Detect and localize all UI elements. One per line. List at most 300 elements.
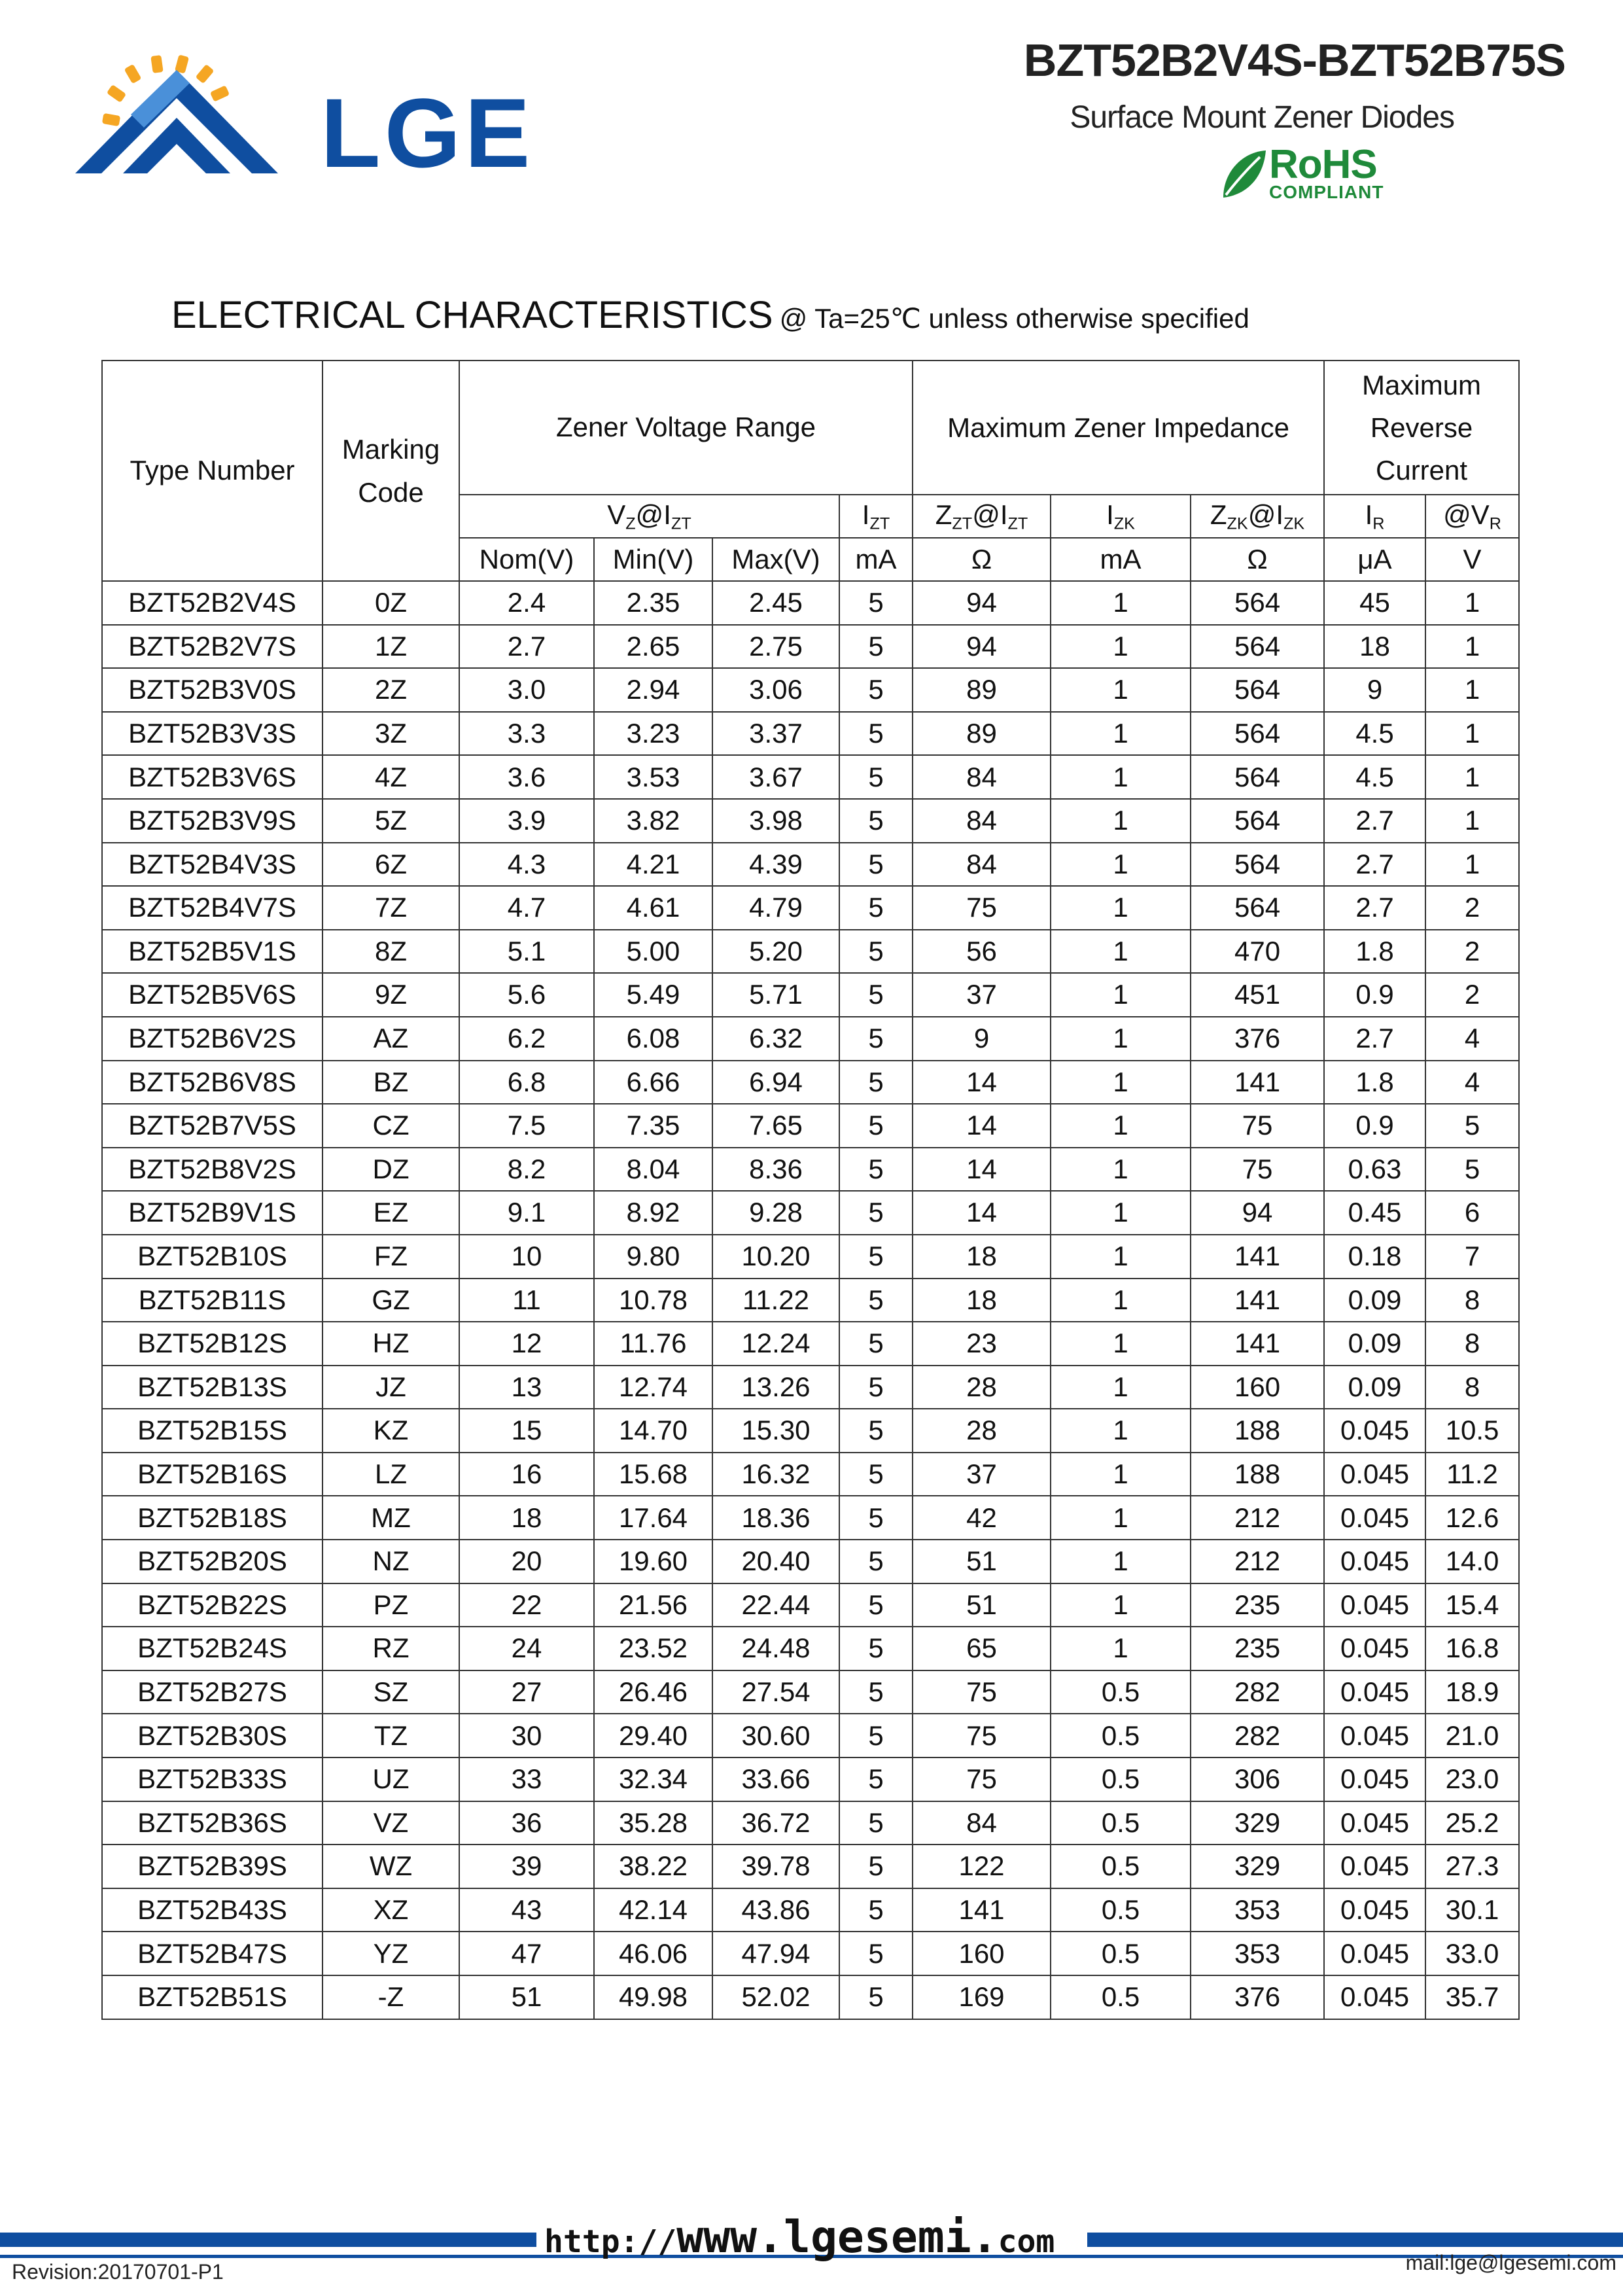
marking-code-cell: HZ: [323, 1322, 459, 1366]
ir-header: $I_R$: [1324, 495, 1425, 538]
vz-nom-cell: 2.4: [459, 581, 594, 625]
izk-cell: 1: [1051, 712, 1191, 756]
zzk-cell: 160: [1191, 1366, 1324, 1409]
ir-cell: 0.45: [1324, 1191, 1425, 1235]
ir-cell: 0.045: [1324, 1845, 1425, 1888]
marking-code-cell: 7Z: [323, 886, 459, 930]
zzk-cell: 470: [1191, 930, 1324, 974]
vz-min-cell: 46.06: [594, 1932, 712, 1975]
table-row: [102, 1888, 1519, 1932]
izt-cell: 5: [839, 1714, 913, 1757]
vz-min-cell: 32.34: [594, 1757, 712, 1801]
vr-cell: 8: [1425, 1279, 1519, 1322]
vz-min-cell: 21.56: [594, 1583, 712, 1627]
ir-cell: 0.045: [1324, 1496, 1425, 1540]
izk-cell: 0.5: [1051, 1932, 1191, 1975]
izt-header: $I_{ZT}$: [839, 495, 913, 538]
izk-cell: 1: [1051, 1148, 1191, 1192]
zzt-cell: 160: [913, 1932, 1051, 1975]
vr-cell: 8: [1425, 1366, 1519, 1409]
zzt-cell: 14: [913, 1148, 1051, 1192]
zzt-cell: 84: [913, 755, 1051, 799]
table-row: [102, 1322, 1519, 1366]
vz-nom-cell: 18: [459, 1496, 594, 1540]
vz-nom-cell: 47: [459, 1932, 594, 1975]
vz-max-cell: 5.20: [712, 930, 839, 974]
vz-max-cell: 9.28: [712, 1191, 839, 1235]
lge-logo-graphic: [72, 29, 534, 188]
izt-cell: 5: [839, 712, 913, 756]
zzk-cell: 564: [1191, 625, 1324, 669]
vz-nom-cell: 3.9: [459, 799, 594, 843]
izk-cell: 1: [1051, 1279, 1191, 1322]
max-reverse-current-header: Maximum Reverse Current: [1324, 361, 1519, 495]
vz-min-cell: 14.70: [594, 1409, 712, 1453]
marking-code-cell: 1Z: [323, 625, 459, 669]
izk-cell: 1: [1051, 1627, 1191, 1670]
vr-cell: 25.2: [1425, 1801, 1519, 1845]
type-number-cell: BZT52B8V2S: [102, 1148, 323, 1192]
ir-cell: 0.045: [1324, 1409, 1425, 1453]
zzk-cell: 376: [1191, 1017, 1324, 1061]
izk-cell: 0.5: [1051, 1845, 1191, 1888]
zzt-cell: 84: [913, 843, 1051, 887]
izt-cell: 5: [839, 1017, 913, 1061]
type-number-cell: BZT52B33S: [102, 1757, 323, 1801]
type-number-cell: BZT52B3V6S: [102, 755, 323, 799]
zzt-cell: 84: [913, 1801, 1051, 1845]
vz-nom-cell: 39: [459, 1845, 594, 1888]
vz-nom-cell: 20: [459, 1540, 594, 1583]
marking-code-cell: -Z: [323, 1975, 459, 2019]
zzk-cell: 451: [1191, 973, 1324, 1017]
zzt-cell: 84: [913, 799, 1051, 843]
ir-cell: 1.8: [1324, 1061, 1425, 1104]
type-number-cell: BZT52B2V4S: [102, 581, 323, 625]
vr-cell: 12.6: [1425, 1496, 1519, 1540]
marking-code-cell: 4Z: [323, 755, 459, 799]
vr-cell: 21.0: [1425, 1714, 1519, 1757]
section-heading-title: ELECTRICAL CHARACTERISTICS: [171, 294, 773, 336]
marking-code-cell: UZ: [323, 1757, 459, 1801]
zzk-cell: 141: [1191, 1279, 1324, 1322]
ir-cell: 0.045: [1324, 1583, 1425, 1627]
vr-cell: 23.0: [1425, 1757, 1519, 1801]
vz-min-cell: 35.28: [594, 1801, 712, 1845]
izt-cell: 5: [839, 755, 913, 799]
zzt-cell: 89: [913, 668, 1051, 712]
marking-code-cell: MZ: [323, 1496, 459, 1540]
rohs-badge: [1217, 142, 1387, 205]
zzk-cell: 564: [1191, 712, 1324, 756]
zzk-cell: 141: [1191, 1061, 1324, 1104]
ir-cell: 2.7: [1324, 799, 1425, 843]
izk-cell: 1: [1051, 1104, 1191, 1148]
marking-code-cell: CZ: [323, 1104, 459, 1148]
company-logo: [72, 29, 534, 188]
vz-max-cell: 18.36: [712, 1496, 839, 1540]
izt-cell: 5: [839, 930, 913, 974]
table-row: [102, 1104, 1519, 1148]
vz-min-cell: 23.52: [594, 1627, 712, 1670]
zzk-cell: 329: [1191, 1801, 1324, 1845]
izt-cell: 5: [839, 1888, 913, 1932]
izt-cell: 5: [839, 1540, 913, 1583]
table-row: [102, 886, 1519, 930]
zzk-cell: 564: [1191, 799, 1324, 843]
ir-cell: 0.045: [1324, 1670, 1425, 1714]
table-row: [102, 1496, 1519, 1540]
vz-max-cell: 47.94: [712, 1932, 839, 1975]
type-number-cell: BZT52B3V3S: [102, 712, 323, 756]
zzk-cell: 376: [1191, 1975, 1324, 2019]
vr-cell: 4: [1425, 1061, 1519, 1104]
vz-nom-cell: 9.1: [459, 1191, 594, 1235]
type-number-cell: BZT52B4V3S: [102, 843, 323, 887]
zzk-cell: 188: [1191, 1453, 1324, 1496]
izk-cell: 1: [1051, 1017, 1191, 1061]
marking-code-cell: TZ: [323, 1714, 459, 1757]
vz-nom-cell: 4.3: [459, 843, 594, 887]
vz-nom-cell: 22: [459, 1583, 594, 1627]
vz-min-cell: 6.66: [594, 1061, 712, 1104]
vz-min-cell: 3.53: [594, 755, 712, 799]
marking-code-cell: AZ: [323, 1017, 459, 1061]
type-number-cell: BZT52B6V8S: [102, 1061, 323, 1104]
izt-cell: 5: [839, 581, 913, 625]
marking-code-cell: SZ: [323, 1670, 459, 1714]
izt-cell: 5: [839, 1366, 913, 1409]
zzt-cell: 94: [913, 581, 1051, 625]
izk-cell: 1: [1051, 973, 1191, 1017]
table-row: [102, 1757, 1519, 1801]
marking-code-cell: GZ: [323, 1279, 459, 1322]
marking-code-cell: 0Z: [323, 581, 459, 625]
table-row: [102, 1845, 1519, 1888]
table-row: [102, 1627, 1519, 1670]
vz-max-cell: 39.78: [712, 1845, 839, 1888]
vz-min-cell: 3.23: [594, 712, 712, 756]
izt-cell: 5: [839, 1757, 913, 1801]
type-number-cell: BZT52B24S: [102, 1627, 323, 1670]
unit-cell: Min(V): [594, 538, 712, 581]
izk-cell: 1: [1051, 1191, 1191, 1235]
izk-cell: 1: [1051, 799, 1191, 843]
ir-cell: 2.7: [1324, 886, 1425, 930]
ir-cell: 0.045: [1324, 1888, 1425, 1932]
rohs-compliant-label: COMPLIANT: [1269, 182, 1384, 202]
vz-min-cell: 2.94: [594, 668, 712, 712]
izt-cell: 5: [839, 1496, 913, 1540]
ir-cell: 0.9: [1324, 1104, 1425, 1148]
vz-max-cell: 20.40: [712, 1540, 839, 1583]
zzt-cell: 14: [913, 1061, 1051, 1104]
marking-code-cell: BZ: [323, 1061, 459, 1104]
zzt-header: $Z_{ZT}@I_{ZT}$: [913, 495, 1051, 538]
zzt-cell: 65: [913, 1627, 1051, 1670]
ir-cell: 0.045: [1324, 1801, 1425, 1845]
vz-nom-cell: 12: [459, 1322, 594, 1366]
izt-cell: 5: [839, 1104, 913, 1148]
izt-cell: 5: [839, 1583, 913, 1627]
zzk-header: $Z_{ZK}@I_{ZK}$: [1191, 495, 1324, 538]
vr-cell: 1: [1425, 625, 1519, 669]
type-number-cell: BZT52B11S: [102, 1279, 323, 1322]
marking-code-cell: KZ: [323, 1409, 459, 1453]
izk-cell: 1: [1051, 1496, 1191, 1540]
vz-min-cell: 8.04: [594, 1148, 712, 1192]
table-row: [102, 1366, 1519, 1409]
izk-cell: 1: [1051, 1322, 1191, 1366]
izk-cell: 1: [1051, 1061, 1191, 1104]
vz-nom-cell: 4.7: [459, 886, 594, 930]
type-number-cell: BZT52B10S: [102, 1235, 323, 1279]
table-row: [102, 712, 1519, 756]
vz-max-cell: 12.24: [712, 1322, 839, 1366]
unit-cell: Nom(V): [459, 538, 594, 581]
zzt-cell: 28: [913, 1409, 1051, 1453]
zzk-cell: 564: [1191, 581, 1324, 625]
vz-min-cell: 38.22: [594, 1845, 712, 1888]
vz-max-cell: 15.30: [712, 1409, 839, 1453]
ir-cell: 0.63: [1324, 1148, 1425, 1192]
zzt-cell: 18: [913, 1279, 1051, 1322]
ir-cell: 0.09: [1324, 1322, 1425, 1366]
zzk-cell: 353: [1191, 1888, 1324, 1932]
vr-cell: 15.4: [1425, 1583, 1519, 1627]
marking-code-cell: PZ: [323, 1583, 459, 1627]
izt-cell: 5: [839, 1932, 913, 1975]
vz-max-cell: 10.20: [712, 1235, 839, 1279]
ir-cell: 45: [1324, 581, 1425, 625]
izk-cell: 1: [1051, 1366, 1191, 1409]
zzt-cell: 51: [913, 1540, 1051, 1583]
vz-min-cell: 8.92: [594, 1191, 712, 1235]
zzt-cell: 75: [913, 1757, 1051, 1801]
izk-cell: 1: [1051, 668, 1191, 712]
vz-min-cell: 4.61: [594, 886, 712, 930]
izk-cell: 1: [1051, 1453, 1191, 1496]
vr-cell: 30.1: [1425, 1888, 1519, 1932]
vr-cell: 18.9: [1425, 1670, 1519, 1714]
table-row: [102, 1583, 1519, 1627]
section-heading-condition: @ Ta=25℃ unless otherwise specified: [779, 303, 1249, 334]
type-number-cell: BZT52B18S: [102, 1496, 323, 1540]
vr-cell: 1: [1425, 668, 1519, 712]
type-number-cell: BZT52B12S: [102, 1322, 323, 1366]
vz-min-cell: 2.65: [594, 625, 712, 669]
vz-min-cell: 7.35: [594, 1104, 712, 1148]
document-title: BZT52B2V4S-BZT52B75S: [1023, 35, 1565, 86]
unit-cell: Ω: [913, 538, 1051, 581]
zzk-cell: 188: [1191, 1409, 1324, 1453]
vz-min-cell: 2.35: [594, 581, 712, 625]
zzk-cell: 75: [1191, 1148, 1324, 1192]
type-number-cell: BZT52B30S: [102, 1714, 323, 1757]
izk-cell: 1: [1051, 755, 1191, 799]
vz-max-cell: 6.94: [712, 1061, 839, 1104]
ir-cell: 1.8: [1324, 930, 1425, 974]
vz-nom-cell: 3.3: [459, 712, 594, 756]
vz-max-cell: 6.32: [712, 1017, 839, 1061]
vz-nom-cell: 10: [459, 1235, 594, 1279]
vz-min-cell: 29.40: [594, 1714, 712, 1757]
vr-cell: 11.2: [1425, 1453, 1519, 1496]
vr-cell: 14.0: [1425, 1540, 1519, 1583]
type-number-cell: BZT52B15S: [102, 1409, 323, 1453]
ir-cell: 0.045: [1324, 1757, 1425, 1801]
vz-nom-cell: 11: [459, 1279, 594, 1322]
vr-cell: 1: [1425, 755, 1519, 799]
zzk-cell: 329: [1191, 1845, 1324, 1888]
izk-cell: 0.5: [1051, 1757, 1191, 1801]
type-number-cell: BZT52B51S: [102, 1975, 323, 2019]
type-number-cell: BZT52B43S: [102, 1888, 323, 1932]
izk-cell: 1: [1051, 1540, 1191, 1583]
vr-header: $@V_R$: [1425, 495, 1519, 538]
vz-max-cell: 24.48: [712, 1627, 839, 1670]
izk-cell: 1: [1051, 1583, 1191, 1627]
table-row: [102, 930, 1519, 974]
table-row: [102, 799, 1519, 843]
vr-cell: 16.8: [1425, 1627, 1519, 1670]
vr-cell: 6: [1425, 1191, 1519, 1235]
type-number-cell: BZT52B4V7S: [102, 886, 323, 930]
vz-min-cell: 4.21: [594, 843, 712, 887]
type-number-cell: BZT52B9V1S: [102, 1191, 323, 1235]
vr-cell: 2: [1425, 930, 1519, 974]
zzk-cell: 282: [1191, 1714, 1324, 1757]
vz-nom-cell: 8.2: [459, 1148, 594, 1192]
vz-nom-cell: 6.8: [459, 1061, 594, 1104]
izt-cell: 5: [839, 1627, 913, 1670]
vz-nom-cell: 3.6: [459, 755, 594, 799]
zzt-cell: 37: [913, 973, 1051, 1017]
zzk-cell: 235: [1191, 1627, 1324, 1670]
vr-cell: 5: [1425, 1104, 1519, 1148]
type-number-cell: BZT52B13S: [102, 1366, 323, 1409]
vz-max-cell: 4.79: [712, 886, 839, 930]
electrical-characteristics-table: [101, 360, 1520, 2020]
ir-cell: 4.5: [1324, 712, 1425, 756]
type-number-cell: BZT52B5V6S: [102, 973, 323, 1017]
contact-email[interactable]: mail:lge@lgesemi.com: [1405, 2251, 1616, 2274]
izk-cell: 1: [1051, 886, 1191, 930]
marking-code-cell: XZ: [323, 1888, 459, 1932]
vz-min-cell: 9.80: [594, 1235, 712, 1279]
type-number-cell: BZT52B7V5S: [102, 1104, 323, 1148]
zzt-cell: 141: [913, 1888, 1051, 1932]
marking-code-cell: 3Z: [323, 712, 459, 756]
footer-bar-left: [0, 2233, 536, 2247]
vz-nom-cell: 51: [459, 1975, 594, 2019]
ir-cell: 0.09: [1324, 1366, 1425, 1409]
vr-cell: 1: [1425, 581, 1519, 625]
vz-max-cell: 30.60: [712, 1714, 839, 1757]
ir-cell: 2.7: [1324, 843, 1425, 887]
unit-cell: V: [1425, 538, 1519, 581]
vr-cell: 2: [1425, 973, 1519, 1017]
vz-min-cell: 26.46: [594, 1670, 712, 1714]
izt-cell: 5: [839, 799, 913, 843]
vz-min-cell: 15.68: [594, 1453, 712, 1496]
vz-max-cell: 33.66: [712, 1757, 839, 1801]
zzt-cell: 14: [913, 1191, 1051, 1235]
izk-cell: 1: [1051, 1409, 1191, 1453]
vr-cell: 33.0: [1425, 1932, 1519, 1975]
vz-max-cell: 43.86: [712, 1888, 839, 1932]
vz-max-cell: 8.36: [712, 1148, 839, 1192]
vz-nom-cell: 43: [459, 1888, 594, 1932]
izt-cell: 5: [839, 1279, 913, 1322]
type-number-cell: BZT52B2V7S: [102, 625, 323, 669]
vz-max-cell: 3.37: [712, 712, 839, 756]
zzt-cell: 169: [913, 1975, 1051, 2019]
izt-cell: 5: [839, 1801, 913, 1845]
marking-code-cell: 8Z: [323, 930, 459, 974]
zzk-cell: 564: [1191, 843, 1324, 887]
izk-cell: 1: [1051, 581, 1191, 625]
zzk-cell: 564: [1191, 668, 1324, 712]
ir-cell: 0.045: [1324, 1540, 1425, 1583]
vz-nom-cell: 3.0: [459, 668, 594, 712]
vz-nom-cell: 33: [459, 1757, 594, 1801]
vz-max-cell: 7.65: [712, 1104, 839, 1148]
vr-cell: 10.5: [1425, 1409, 1519, 1453]
vz-nom-cell: 6.2: [459, 1017, 594, 1061]
leaf-icon: [1217, 145, 1269, 205]
ir-cell: 0.9: [1324, 973, 1425, 1017]
table-row: [102, 1235, 1519, 1279]
type-number-cell: BZT52B3V0S: [102, 668, 323, 712]
vz-max-cell: 4.39: [712, 843, 839, 887]
marking-code-cell: NZ: [323, 1540, 459, 1583]
table-row: [102, 1279, 1519, 1322]
logo-text: LGE: [321, 78, 534, 188]
izt-cell: 5: [839, 1409, 913, 1453]
rohs-label: RoHS: [1269, 142, 1377, 187]
marking-code-cell: RZ: [323, 1627, 459, 1670]
vz-min-cell: 19.60: [594, 1540, 712, 1583]
marking-code-cell: 9Z: [323, 973, 459, 1017]
document-subtitle: Surface Mount Zener Diodes: [1070, 100, 1454, 135]
website-link[interactable]: http://www.lgesemi.com: [544, 2212, 1055, 2263]
ir-cell: 4.5: [1324, 755, 1425, 799]
vz-nom-cell: 27: [459, 1670, 594, 1714]
zzk-cell: 306: [1191, 1757, 1324, 1801]
marking-code-cell: 2Z: [323, 668, 459, 712]
zzk-cell: 94: [1191, 1191, 1324, 1235]
table-row: [102, 668, 1519, 712]
type-number-cell: BZT52B6V2S: [102, 1017, 323, 1061]
vz-max-cell: 22.44: [712, 1583, 839, 1627]
vz-min-cell: 3.82: [594, 799, 712, 843]
max-zener-impedance-header: Maximum Zener Impedance: [913, 361, 1324, 495]
section-heading: [171, 293, 1249, 337]
vr-cell: 1: [1425, 712, 1519, 756]
revision-label: Revision:20170701-P1: [12, 2260, 224, 2284]
ir-cell: 0.045: [1324, 1627, 1425, 1670]
unit-cell: Ω: [1191, 538, 1324, 581]
vz-nom-cell: 24: [459, 1627, 594, 1670]
footer-bar-right: [1087, 2233, 1623, 2247]
izt-cell: 5: [839, 1148, 913, 1192]
vz-nom-cell: 13: [459, 1366, 594, 1409]
izt-cell: 5: [839, 886, 913, 930]
izk-cell: 0.5: [1051, 1888, 1191, 1932]
ir-cell: 18: [1324, 625, 1425, 669]
zzt-cell: 75: [913, 886, 1051, 930]
